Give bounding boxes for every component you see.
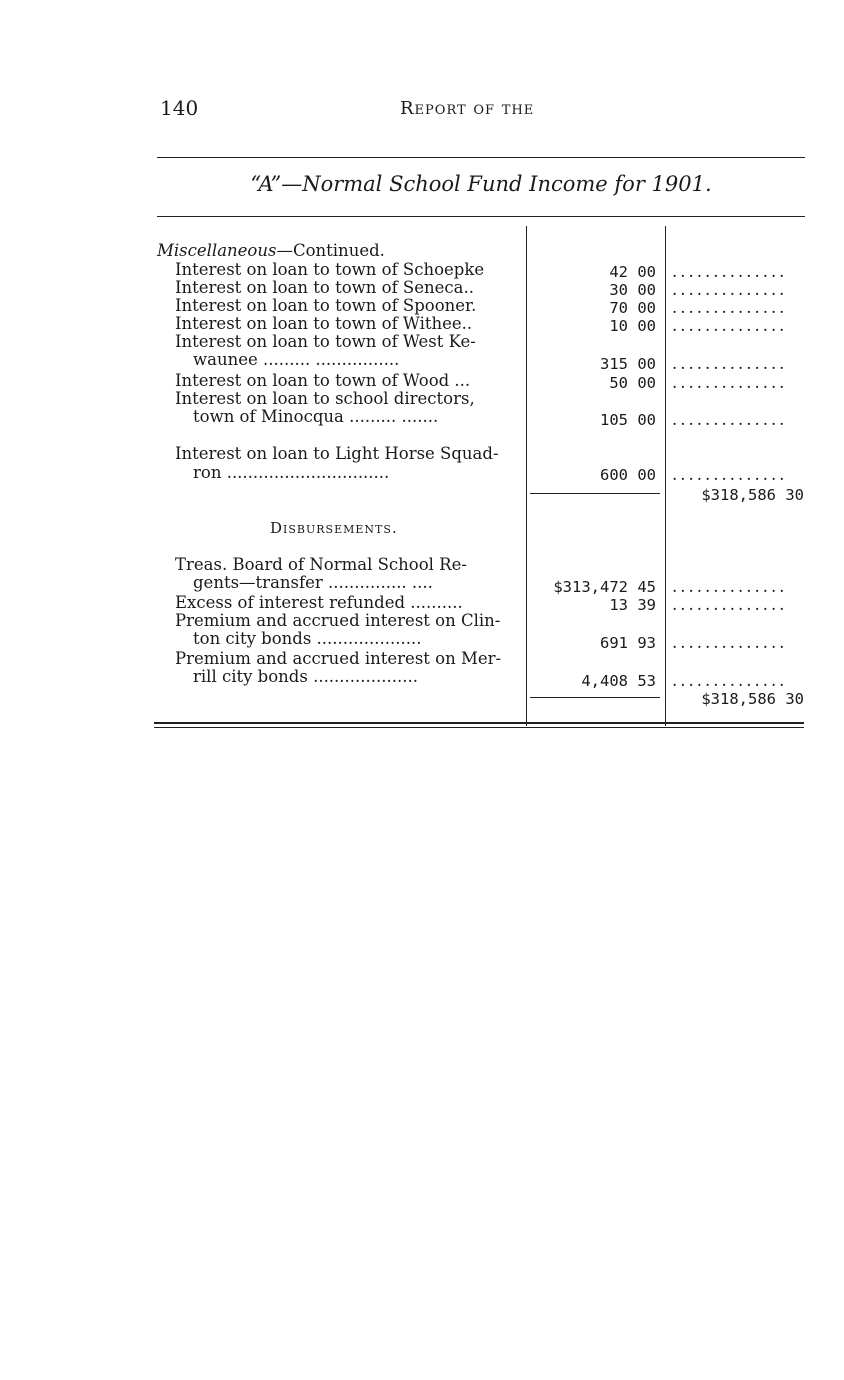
section-heading-italic: Miscellaneous xyxy=(157,241,277,260)
disbursement-line-3b: ton city bonds .................... xyxy=(193,629,422,648)
receipts-total: $318,586 30 xyxy=(701,486,804,504)
disbursement-dots-3: .............. xyxy=(672,634,788,652)
disbursement-dots-1: .............. xyxy=(672,578,788,596)
disbursement-amount-2: 13 39 xyxy=(609,596,656,614)
section-heading xyxy=(157,242,385,260)
receipt-line-6: Interest on loan to town of Wood ... xyxy=(175,371,471,390)
receipt-dots-5: .............. xyxy=(672,355,788,373)
receipt-line-5b: waunee ......... ................ xyxy=(193,350,400,369)
receipt-line-5a: Interest on loan to town of West Ke- xyxy=(175,332,476,351)
disbursement-line-1b: gents—transfer ............... .... xyxy=(193,573,433,592)
receipt-amount-1: 42 00 xyxy=(609,263,656,281)
page-number: 140 xyxy=(160,96,199,120)
receipt-line-8b: ron ............................... xyxy=(193,463,390,482)
receipt-line-3: Interest on loan to town of Spooner. xyxy=(175,296,477,315)
receipt-amount-5: 315 00 xyxy=(600,355,656,373)
disbursement-line-1a: Treas. Board of Normal School Re- xyxy=(175,555,467,574)
receipt-line-4: Interest on loan to town of Withee.. xyxy=(175,314,473,333)
disbursement-amount-4: 4,408 53 xyxy=(581,672,656,690)
receipt-line-8a: Interest on loan to Light Horse Squad- xyxy=(175,444,499,463)
receipt-amount-4: 10 00 xyxy=(609,317,656,335)
disbursement-line-3a: Premium and accrued interest on Clin- xyxy=(175,611,501,630)
receipt-dots-2: .............. xyxy=(672,281,788,299)
disbursement-line-4a: Premium and accrued interest on Mer- xyxy=(175,649,502,668)
disbursement-dots-2: .............. xyxy=(672,596,788,614)
receipt-amount-8: 600 00 xyxy=(600,466,656,484)
disbursements-total: $318,586 30 xyxy=(701,690,804,708)
disbursements-heading: Disbursements. xyxy=(270,519,398,537)
receipt-amount-7: 105 00 xyxy=(600,411,656,429)
column-divider-2 xyxy=(665,226,666,726)
title-rule xyxy=(157,216,805,217)
receipt-dots-1: .............. xyxy=(672,263,788,281)
receipt-amount-2: 30 00 xyxy=(609,281,656,299)
receipt-dots-4: .............. xyxy=(672,317,788,335)
receipt-dots-6: .............. xyxy=(672,374,788,392)
disbursement-amount-1: $313,472 45 xyxy=(553,578,656,596)
disbursement-line-4b: rill city bonds .................... xyxy=(193,667,418,686)
bottom-double-rule-thin xyxy=(154,727,804,728)
receipt-dots-3: .............. xyxy=(672,299,788,317)
receipt-line-7b: town of Minocqua ......... ....... xyxy=(193,407,439,426)
receipt-line-1: Interest on loan to town of Schoepke xyxy=(175,260,485,279)
receipt-line-7a: Interest on loan to school directors, xyxy=(175,389,475,408)
disbursement-line-2: Excess of interest refunded .......... xyxy=(175,593,463,612)
disbursement-dots-4: .............. xyxy=(672,672,788,690)
receipts-subtotal-rule xyxy=(530,493,660,494)
running-head: Report of the xyxy=(400,98,535,119)
table-title: “A”—Normal School Fund Income for 1901. xyxy=(250,172,712,196)
bottom-double-rule-thick xyxy=(154,722,804,724)
disbursement-amount-3: 691 93 xyxy=(600,634,656,652)
receipt-dots-7: .............. xyxy=(672,411,788,429)
section-heading-rest: —Continued. xyxy=(276,241,385,260)
receipt-amount-6: 50 00 xyxy=(609,374,656,392)
disbursements-subtotal-rule xyxy=(530,697,660,698)
receipt-amount-3: 70 00 xyxy=(609,299,656,317)
receipt-dots-8: .............. xyxy=(672,466,788,484)
column-divider-1 xyxy=(526,226,527,726)
receipt-line-2: Interest on loan to town of Seneca.. xyxy=(175,278,474,297)
top-rule xyxy=(157,157,805,158)
